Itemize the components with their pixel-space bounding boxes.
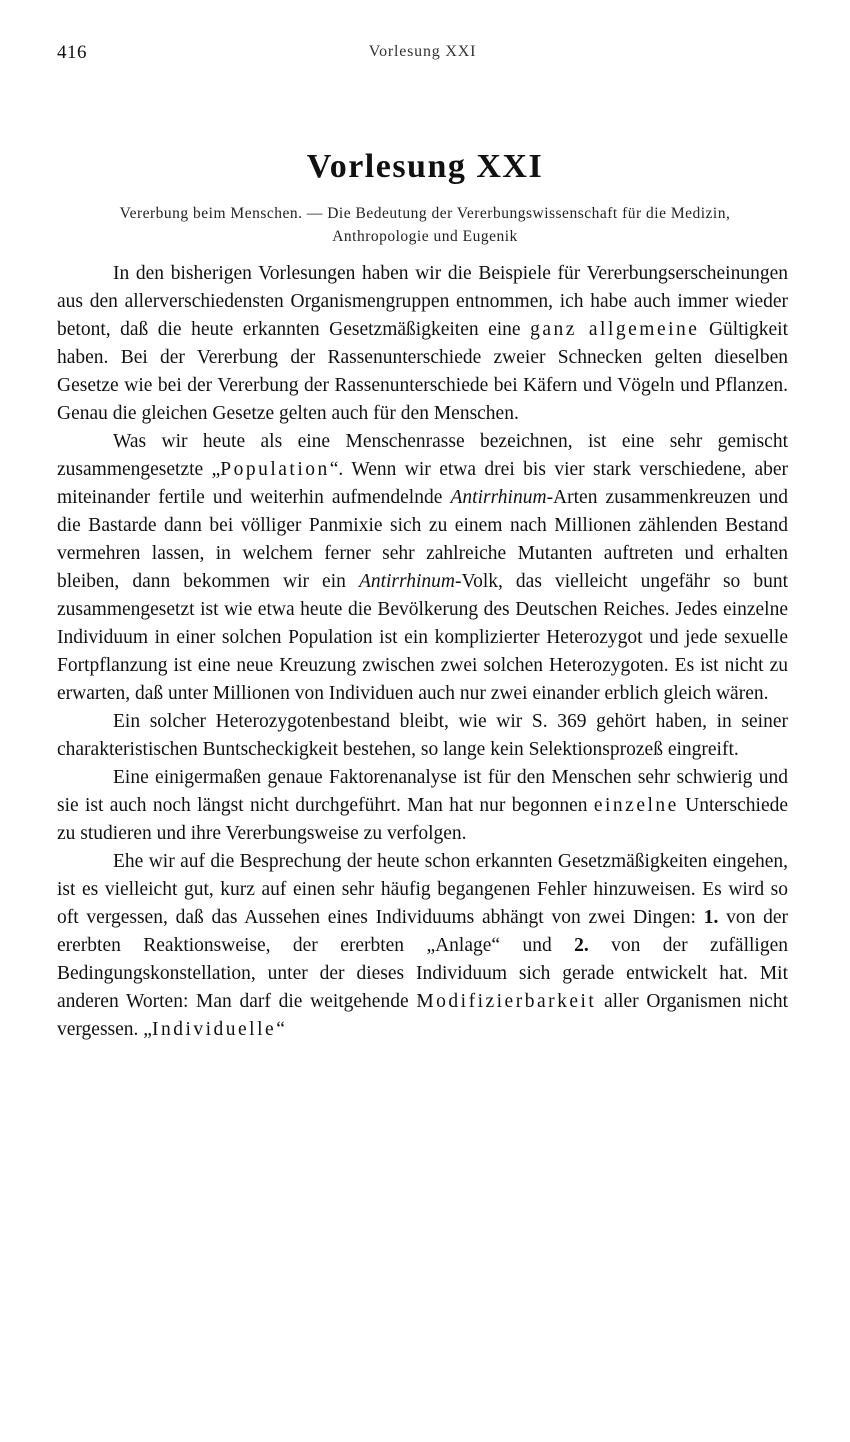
- text-run: -Arten zusammenkreuzen und die Bastarde dann bei völliger Panmixie sich zu einem nach Millionen zählenden Bestand vermehren lassen, in welchem ferner sehr zahlreiche Mutanten auftreten und erhalten bleiben, dann bekommen wir ein: [57, 487, 788, 592]
- enumeration-number: 1.: [703, 907, 719, 928]
- emphasis-spaced: Individuelle: [151, 1019, 277, 1040]
- emphasis-spaced: ganz allgemeine: [530, 319, 700, 340]
- chapter-title: Vorlesung XXI: [306, 148, 544, 185]
- text-run: “. Wenn wir etwa drei bis vier stark verschiedene, aber miteinander fertile und weiterhin aufmendelnde: [57, 459, 788, 508]
- text-run: von der zufälligen Bedingungskonstellation, unter der dieses Individuum sich gerade entwickelt hat. Mit anderen Worten: Man darf die weitgehende: [57, 935, 788, 1012]
- paragraph-1: [57, 260, 788, 428]
- text-run: Was wir heute als eine Menschenrasse bezeichnen, ist eine sehr gemischt zusammengesetzte „: [57, 431, 788, 480]
- text-run: Gültigkeit haben. Bei der Vererbung der Rassenunterschiede zweier Schnecken gelten dieselben Gesetze wie bei der Vererbung der Rassenunterschiede bei Käfern und Vögeln und Pflanzen. Genau die gleichen Gesetze gelten auch für den Menschen.: [57, 319, 789, 424]
- running-head: [57, 42, 788, 66]
- paragraph-5: [57, 848, 788, 1044]
- text-run: von der ererbten Reaktionsweise, der ererbten „Anlage“ und: [57, 907, 789, 956]
- paragraph-2: [57, 428, 788, 708]
- text-run: In den bisherigen Vorlesungen haben wir die Beispiele für Vererbungserscheinungen aus den allerverschiedensten Organismengruppen entnommen, ich habe auch immer wieder betont, daß die heute erkannten Gesetzmäßigkeiten eine: [57, 263, 788, 340]
- body-text: [57, 260, 788, 1044]
- page-number: 416: [57, 42, 87, 63]
- italic-term: Antirrhinum: [450, 487, 547, 508]
- emphasis-spaced: Population: [220, 459, 330, 480]
- chapter-summary: Vererbung beim Menschen. — Die Bedeutung der Vererbungswissenschaft für die Medizin, Anthropologie und Eugenik: [119, 205, 731, 245]
- text-run: “: [276, 1019, 285, 1040]
- italic-term: Antirrhinum: [358, 571, 456, 592]
- enumeration-number: 2.: [574, 935, 589, 956]
- paragraph-4: [57, 764, 788, 848]
- text-run: Eine einigermaßen genaue Faktorenanalyse ist für den Menschen sehr schwierig und sie ist auch noch längst nicht durchgeführt. Man hat nur begonnen: [57, 767, 788, 816]
- emphasis-spaced: Modifizierbarkeit: [416, 991, 597, 1012]
- running-title: Vorlesung XXI: [368, 43, 477, 60]
- paragraph-3: Ein solcher Heterozygotenbestand bleibt, wie wir S. 369 gehört haben, in seiner charakteristischen Buntscheckigkeit bestehen, so lange kein Selektionsprozeß eingreift.: [57, 711, 788, 760]
- text-run: Ehe wir auf die Besprechung der heute schon erkannten Gesetzmäßigkeiten eingehen, ist es vielleicht gut, kurz auf einen sehr häufig begangenen Fehler hinzuweisen. Es wird so oft vergessen, daß das Aussehen eines Individuums abhängt von zwei Dingen:: [57, 851, 788, 928]
- text-run: Unterschiede zu studieren und ihre Vererbungsweise zu verfolgen.: [57, 795, 789, 844]
- emphasis-spaced: einzelne: [593, 795, 679, 816]
- text-run: -Volk, das vielleicht ungefähr so bunt zusammengesetzt ist wie etwa heute die Bevölkerung des Deutschen Reiches. Jedes einzelne Individuum in einer solchen Population ist ein komplizierter Heterozygot und jede sexuelle Fortpflanzung ist eine neue Kreuzung zwischen zwei solchen Heterozygoten. Es ist nicht zu erwarten, daß unter Millionen von Individuen auch nur zwei einander erblich gleich wären.: [57, 571, 789, 704]
- text-run: aller Organismen nicht vergessen. „: [57, 991, 788, 1040]
